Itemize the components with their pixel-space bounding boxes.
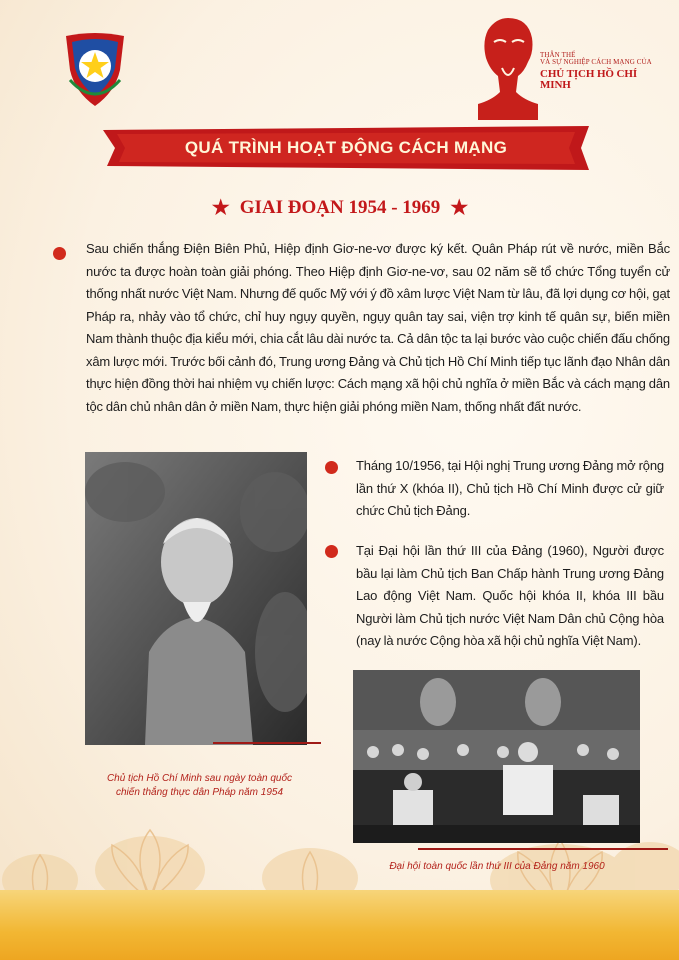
brand-line-2: VÀ SỰ NGHIỆP CÁCH MẠNG CỦA bbox=[540, 58, 652, 67]
bullet-icon bbox=[325, 545, 338, 558]
bottom-band bbox=[0, 890, 679, 960]
phase-label: GIAI ĐOẠN 1954 - 1969 bbox=[239, 197, 441, 218]
photo1-caption bbox=[82, 772, 317, 800]
photo1-underline bbox=[213, 742, 321, 744]
paragraph-1956: Tháng 10/1956, tại Hội nghị Trung ương Đảng mở rộng lần thứ X (khóa II), Chủ tịch Hồ Chí Minh được cử giữ chức Chủ tịch Đảng. bbox=[356, 458, 664, 518]
photo2-caption: Đại hội toàn quốc lần thứ III của Đảng năm 1960 bbox=[389, 861, 605, 872]
photo2-underline bbox=[418, 848, 668, 850]
photo1-caption-line1: Chủ tịch Hồ Chí Minh sau ngày toàn quốc bbox=[106, 773, 293, 784]
photo-party-congress-1960 bbox=[353, 670, 640, 843]
brand-block bbox=[540, 52, 670, 92]
phase-heading bbox=[190, 194, 490, 222]
bullet-icon bbox=[53, 247, 66, 260]
star-icon: ★ bbox=[450, 197, 469, 219]
photo1-caption-line2: chiến thắng thực dân Pháp năm 1954 bbox=[115, 787, 284, 798]
portrait-sketch-icon bbox=[468, 12, 548, 122]
brand-line-1: THÂN THẾ bbox=[540, 51, 576, 59]
photo-ho-chi-minh-1954 bbox=[85, 452, 307, 745]
star-icon: ★ bbox=[211, 197, 230, 219]
page-title: QUÁ TRÌNH HOẠT ĐỘNG CÁCH MẠNG bbox=[184, 138, 508, 157]
paragraph-intro: Sau chiến thắng Điện Biên Phủ, Hiệp định Giơ-ne-vơ được ký kết. Quân Pháp rút về nước, miền Bắc nước ta được hoàn toàn giải phóng. Theo Hiệp định Giơ-ne-vơ, sau 02 năm sẽ tổ chức Tổng tuyển cử thống nhất nước Việt Nam. Nhưng đế quốc Mỹ với ý đồ xâm lược Việt Nam từ lâu, đã lợi dụng cơ hội, gạt Pháp ra, nhảy vào tổ chức, chỉ huy ngụy quyền, ngụy quân tay sai, viện trợ kinh tế quân sự, biến miền Nam thành thuộc địa kiểu mới, chia cắt lâu dài nước ta. Cả dân tộc ta lại bước vào cuộc chiến đấu chống xâm lược mới. Trước bối cảnh đó, Trung ương Đảng và Chủ tịch Hồ Chí Minh tiếp tục lãnh đạo Nhân dân thực hiện đồng thời hai nhiệm vụ chiến lược: Cách mạng xã hội chủ nghĩa ở miền Bắc và cách mạng dân tộc dân chủ nhân dân ở miền Nam, thực hiện giải phóng miền Nam, thống nhất đất nước. bbox=[86, 241, 670, 414]
brand-line-3: CHỦ TỊCH HỒ CHÍ MINH bbox=[540, 67, 638, 92]
youth-union-emblem-icon bbox=[60, 30, 130, 110]
bullet-icon bbox=[325, 461, 338, 474]
paragraph-1960: Tại Đại hội lần thứ III của Đảng (1960), Người được bầu lại làm Chủ tịch Ban Chấp hành Trung ương Đảng Lao động Việt Nam. Quốc hội khóa II, khóa III bầu Người làm Chủ tịch nước Việt Nam Dân chủ Cộng hòa (nay là nước Cộng hòa xã hội chủ nghĩa Việt Nam). bbox=[356, 543, 664, 648]
